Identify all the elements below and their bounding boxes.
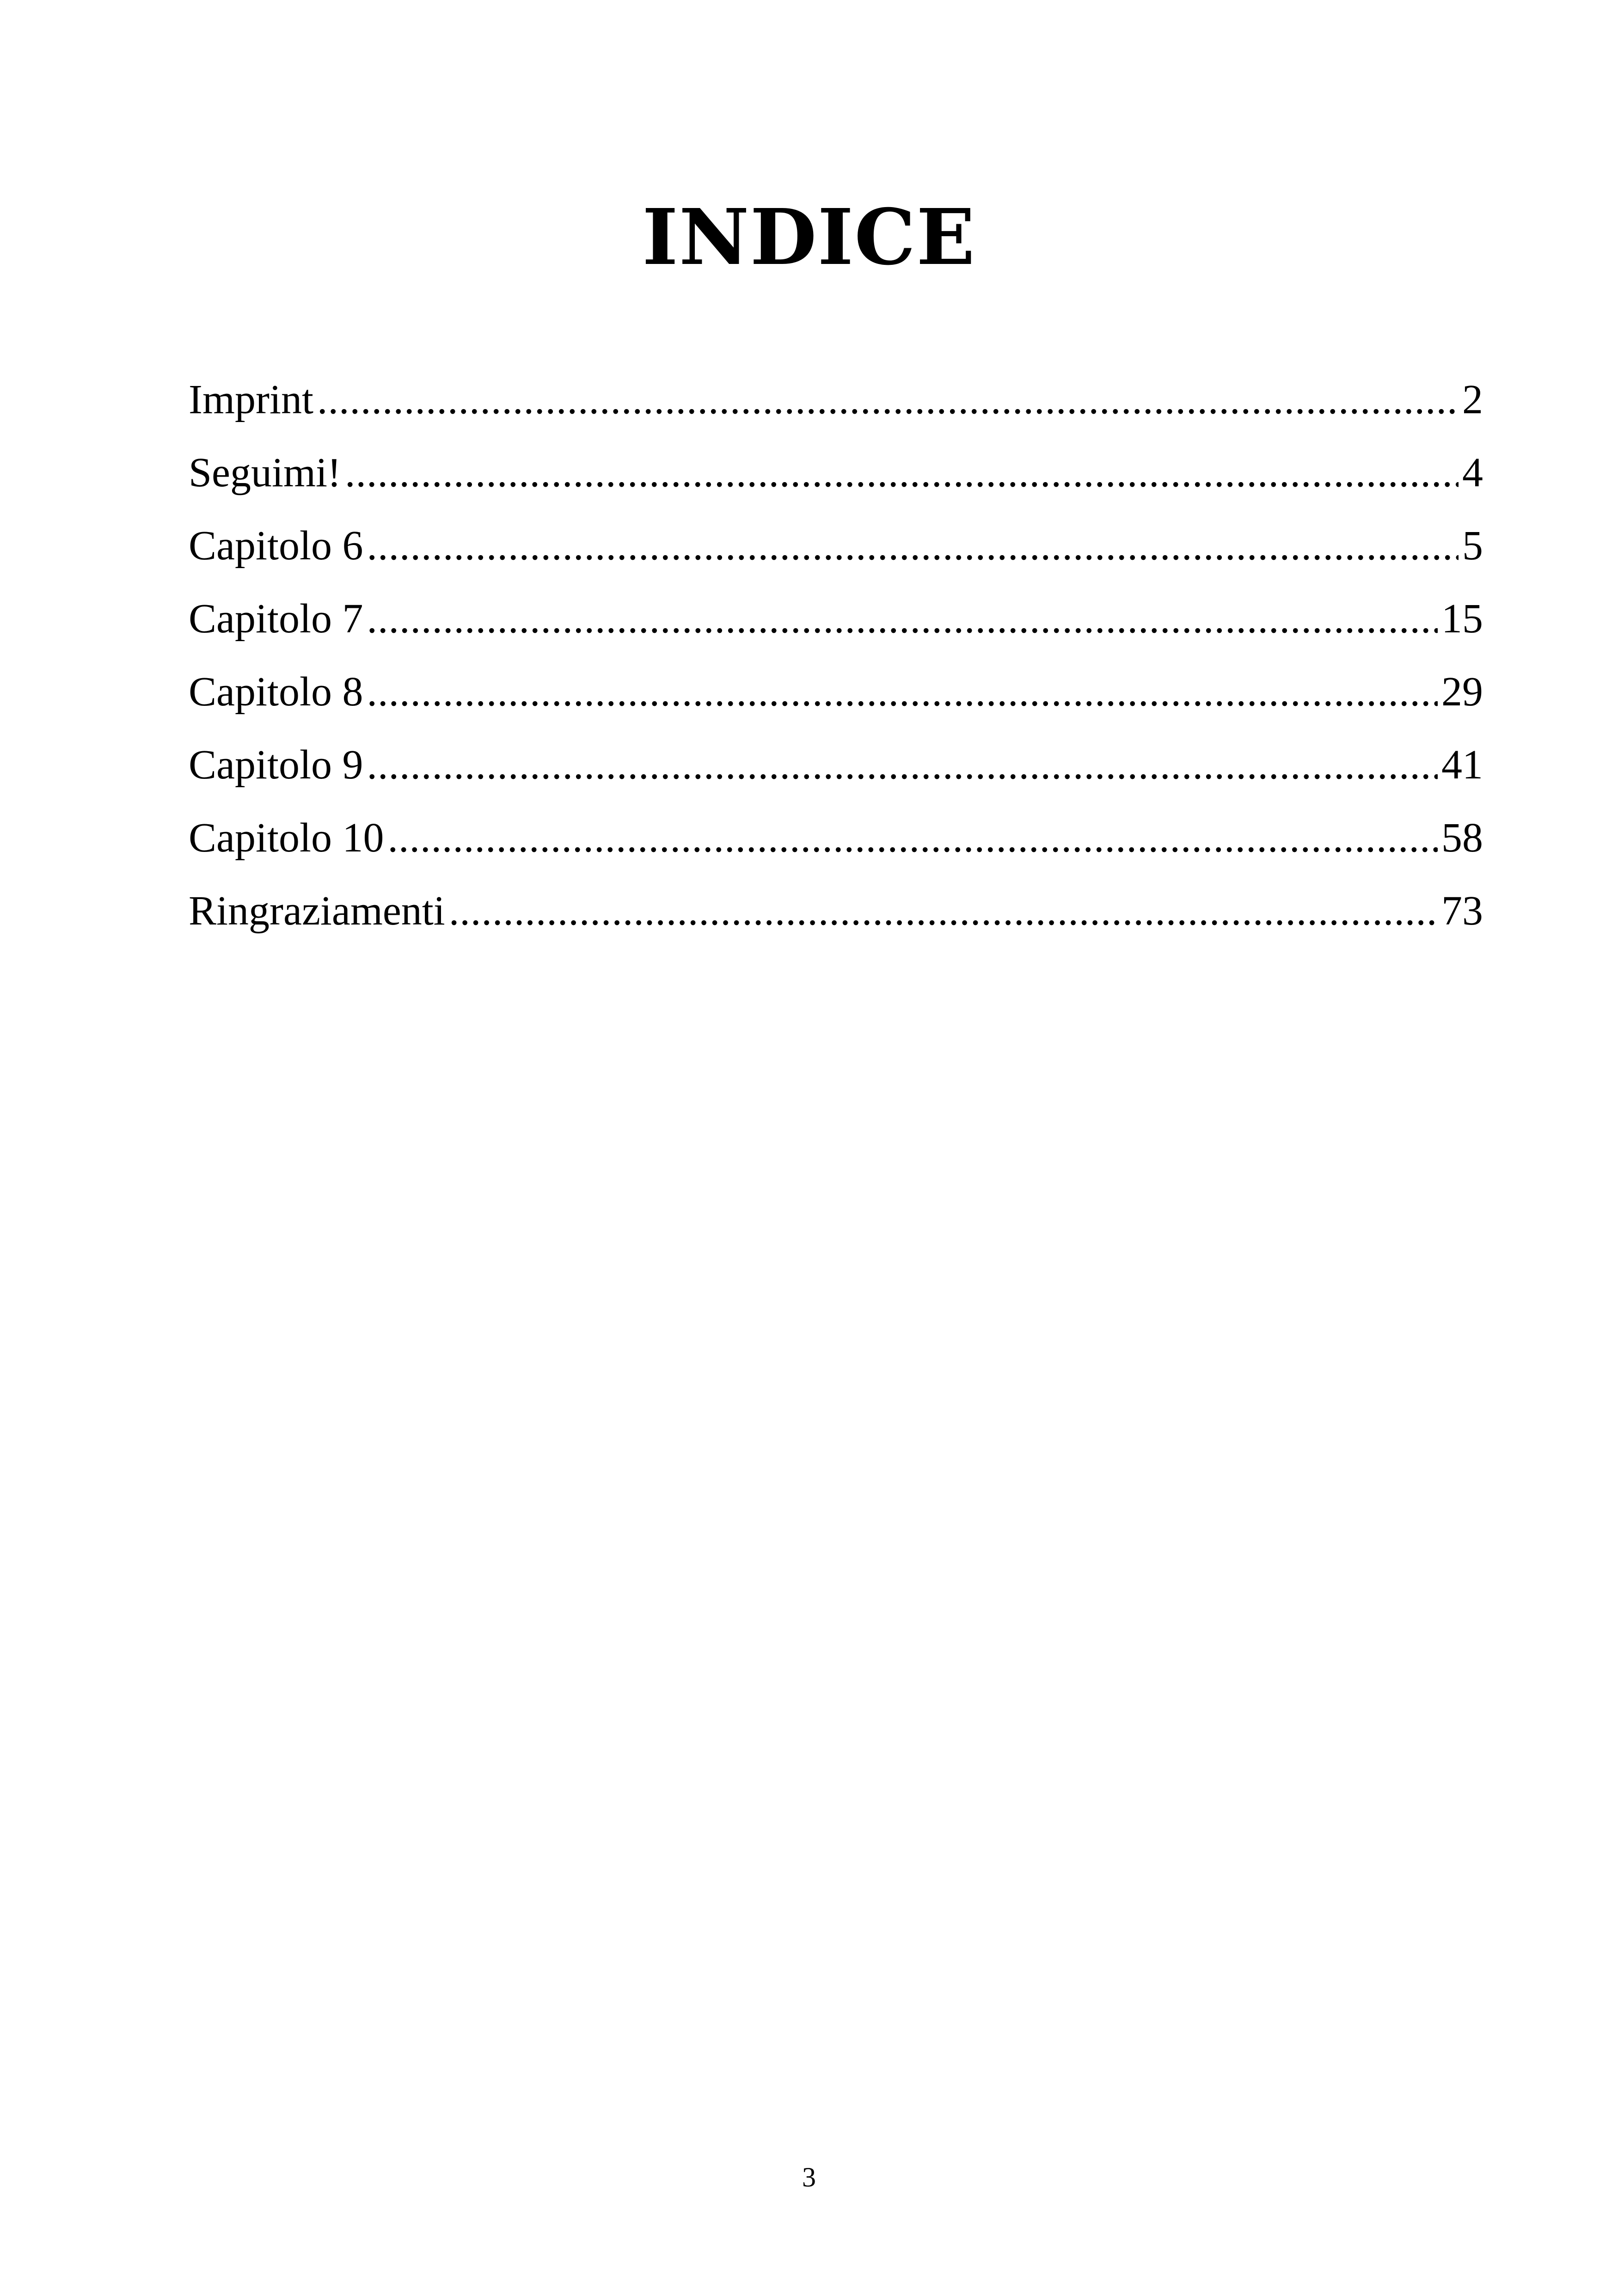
toc-leader-dots [317,379,1459,421]
toc-entry-page: 4 [1462,450,1483,496]
table-of-contents [189,379,1483,963]
toc-entry-label: Seguimi! [189,450,341,496]
toc-entry-ringraziamenti[interactable] [189,890,1483,963]
toc-leader-dots [367,744,1438,786]
toc-entry-capitolo-8[interactable] [189,671,1483,744]
toc-entry-capitolo-10[interactable] [189,817,1483,890]
toc-entry-page: 29 [1441,669,1483,715]
toc-entry-capitolo-9[interactable] [189,744,1483,817]
toc-entry-label: Capitolo 6 [189,523,363,569]
toc-entry-page: 58 [1441,815,1483,861]
toc-entry-label: Capitolo 10 [189,815,384,861]
toc-leader-dots [345,452,1459,494]
page-number: 3 [802,2162,816,2192]
toc-leader-dots [367,525,1459,567]
toc-entry-seguimi[interactable] [189,452,1483,525]
toc-leader-dots [367,598,1438,640]
page-title: INDICE [642,192,976,283]
toc-leader-dots [388,817,1438,859]
toc-entry-page: 73 [1441,888,1483,934]
toc-entry-capitolo-7[interactable] [189,598,1483,671]
toc-entry-page: 15 [1441,596,1483,642]
toc-entry-page: 41 [1441,742,1483,788]
toc-leader-dots [449,890,1438,932]
toc-entry-label: Capitolo 9 [189,742,363,788]
toc-entry-label: Capitolo 7 [189,596,363,642]
toc-entry-capitolo-6[interactable] [189,525,1483,598]
toc-leader-dots [367,671,1438,713]
toc-entry-label: Imprint [189,377,313,422]
toc-entry-page: 2 [1462,377,1483,422]
toc-entry-imprint[interactable] [189,379,1483,452]
toc-entry-label: Capitolo 8 [189,669,363,715]
toc-entry-label: Ringraziamenti [189,888,445,934]
toc-entry-page: 5 [1462,523,1483,569]
